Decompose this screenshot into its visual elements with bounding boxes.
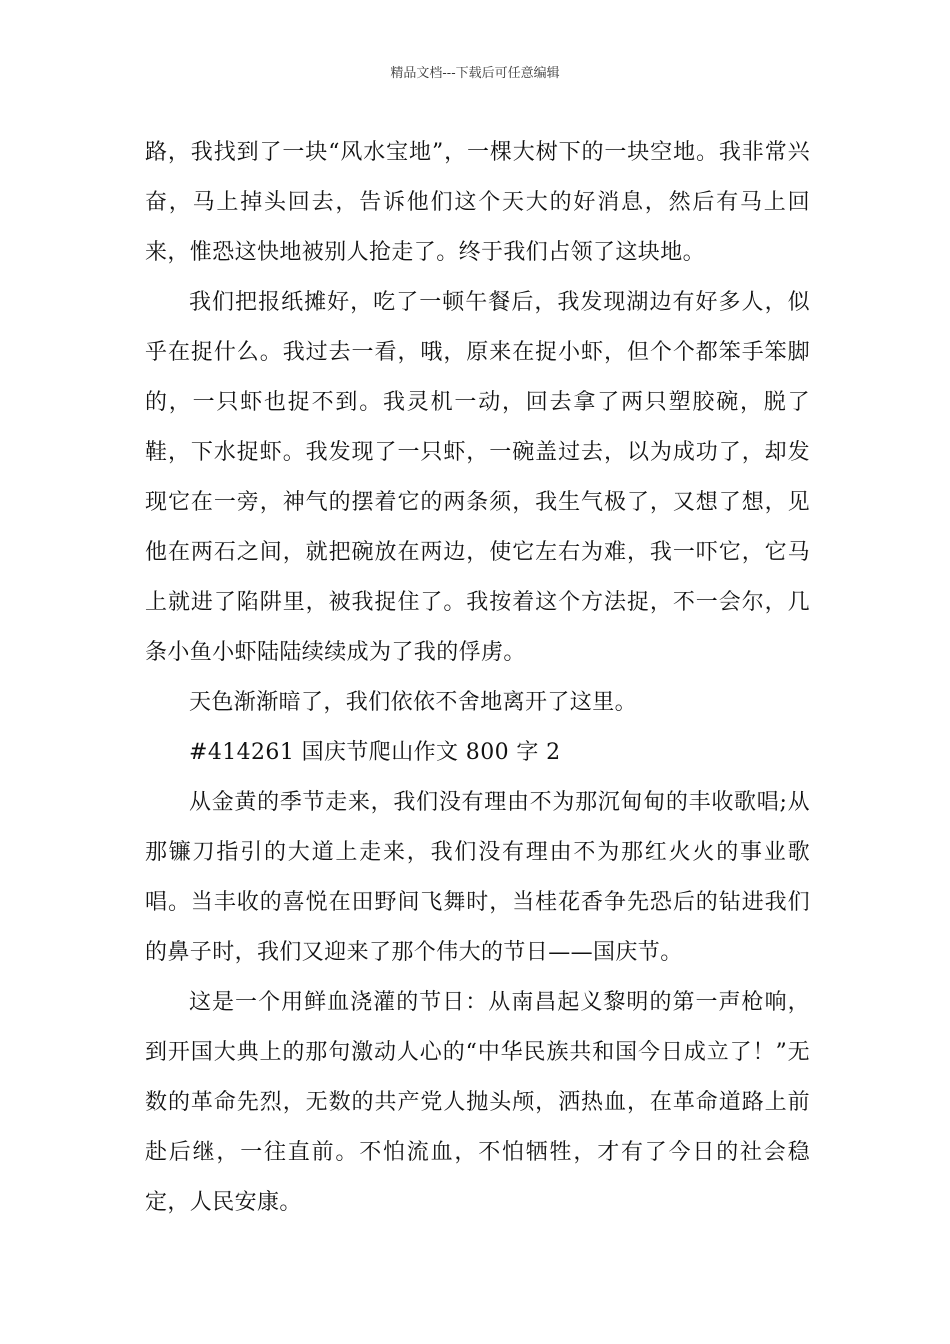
paragraph-1: 路，我找到了一块“风水宝地”，一棵大树下的一块空地。我非常兴奋，马上掉头回去，告诉他们这个天大的好消息，然后有马上回来，惟恐这快地被别人抢走了。终于我们占领了这块地。 [145,140,810,265]
page-header: 精品文档---下载后可任意编辑 [390,66,560,81]
paragraph-4: 从金黄的季节走来，我们没有理由不为那沉甸甸的丰收歌唱;从那镰刀指引的大道上走来，我们没有理由不为那红火火的事业歌唱。当丰收的喜悦在田野间飞舞时，当桂花香争先恐后的钻进我们的鼻子时，我们又迎来了那个伟大的节日——国庆节。 [145,790,810,965]
paragraph-3: 天色渐渐暗了，我们依依不舍地离开了这里。 [189,690,638,715]
paragraph-5: 这是一个用鲜血浇灌的节日：从南昌起义黎明的第一声枪响，到开国大典上的那句激动人心的“中华民族共和国今日成立了！”无数的革命先烈，无数的共产党人抛头颅，洒热血，在革命道路上前赴后继，一往直前。不怕流血，不怕牺牲，才有了今日的社会稳定，人民安康。 [145,990,810,1215]
section-heading: #414261 国庆节爬山作文 800 字 2 [189,740,561,765]
paragraph-2: 我们把报纸摊好，吃了一顿午餐后，我发现湖边有好多人，似乎在捉什么。我过去一看，哦，原来在捉小虾，但个个都笨手笨脚的，一只虾也捉不到。我灵机一动，回去拿了两只塑胶碗，脱了鞋，下水捉虾。我发现了一只虾，一碗盖过去，以为成功了，却发现它在一旁，神气的摆着它的两条须，我生气极了，又想了想，见他在两石之间，就把碗放在两边，使它左右为难，我一吓它，它马上就进了陷阱里，被我捉住了。我按着这个方法捉，不一会尔，几条小鱼小虾陆陆续续成为了我的俘虏。 [145,290,810,665]
document-body [145,128,810,1228]
